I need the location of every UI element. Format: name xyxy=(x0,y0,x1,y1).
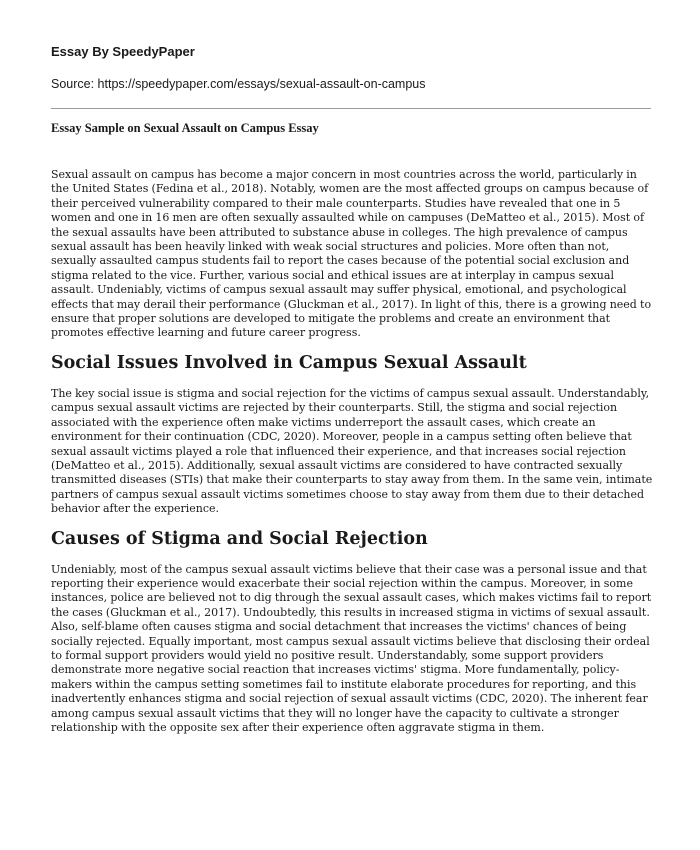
header-divider xyxy=(51,108,651,109)
section-paragraph-causes-of-stigma: Undeniably, most of the campus sexual assault victims believe that their case was a personal issue and that reporting their experience would exacerbate their social rejection within the campus. Moreover, in some instances, police are believed not to dig through the sexual assault cases, which makes victims fail to report the cases (Gluckman et al., 2017). Undoubtedly, this results in increased stigma in victims of sexual assault. Also, self-blame often causes stigma and social detachment that increases the victims' chances of being socially rejected. Equally important, most campus sexual assault victims believe that disclosing their ordeal to formal support providers would yield no positive result. Understandably, some support providers demonstrate more negative social reaction that increases victims' stigma. More fundamentally, policy-makers within the campus setting sometimes fail to institute elaborate procedures for reporting, and this inadvertently enhances stigma and social rejection of sexual assault victims (CDC, 2020). The inherent fear among campus sexual assault victims that they will no longer have the capacity to cultivate a stronger relationship with the opposite sex after their experience often aggravate stigma in them. xyxy=(51,562,652,734)
source-line: Source: https://speedypaper.com/essays/sexual-assault-on-campus xyxy=(51,77,426,91)
brand-title: Essay By SpeedyPaper xyxy=(51,44,195,59)
section-paragraph-social-issues: The key social issue is stigma and social rejection for the victims of campus sexual assault. Understandably, campus sexual assault victims are rejected by their counterparts. Still, the stigma and social rejection associated with the experience often make victims underreport the assault cases, which create an environment for their continuation (CDC, 2020). Moreover, people in a campus setting often believe that sexual assault victims played a role that influenced their experience, and that increases social rejection (DeMatteo et al., 2015). Additionally, sexual assault victims are considered to have contracted sexually transmitted diseases (STIs) that make their counterparts to stay away from them. In the same vein, intimate partners of campus sexual assault victims sometimes choose to stay away from them due to their detached behavior after the experience. xyxy=(51,386,653,516)
intro-paragraph: Sexual assault on campus has become a major concern in most countries across the world, particularly in the United States (Fedina et al., 2018). Notably, women are the most affected groups on campus because of their perceived vulnerability compared to their male counterparts. Studies have revealed that one in 5 women and one in 16 men are often sexually assaulted while on campuses (DeMatteo et al., 2015). Most of the sexual assaults have been attributed to substance abuse in colleges. The high prevalence of campus sexual assault has been heavily linked with weak social structures and policies. More often than not, sexually assaulted campus students fail to report the cases because of the potential social exclusion and stigma related to the vice. Further, various social and ethical issues are at interplay in campus sexual assault. Undeniably, victims of campus sexual assault may suffer physical, emotional, and psychological effects that may derail their performance (Gluckman et al., 2017). In light of this, there is a growing need to ensure that proper solutions are developed to mitigate the problems and create an environment that promotes effective learning and future career progress. xyxy=(51,168,652,340)
section-heading-social-issues: Social Issues Involved in Campus Sexual Assault xyxy=(51,352,527,373)
essay-body xyxy=(51,168,655,735)
section-heading-causes-of-stigma: Causes of Stigma and Social Rejection xyxy=(51,528,428,549)
essay-title: Essay Sample on Sexual Assault on Campus Essay xyxy=(51,121,319,135)
document-header xyxy=(51,44,651,91)
